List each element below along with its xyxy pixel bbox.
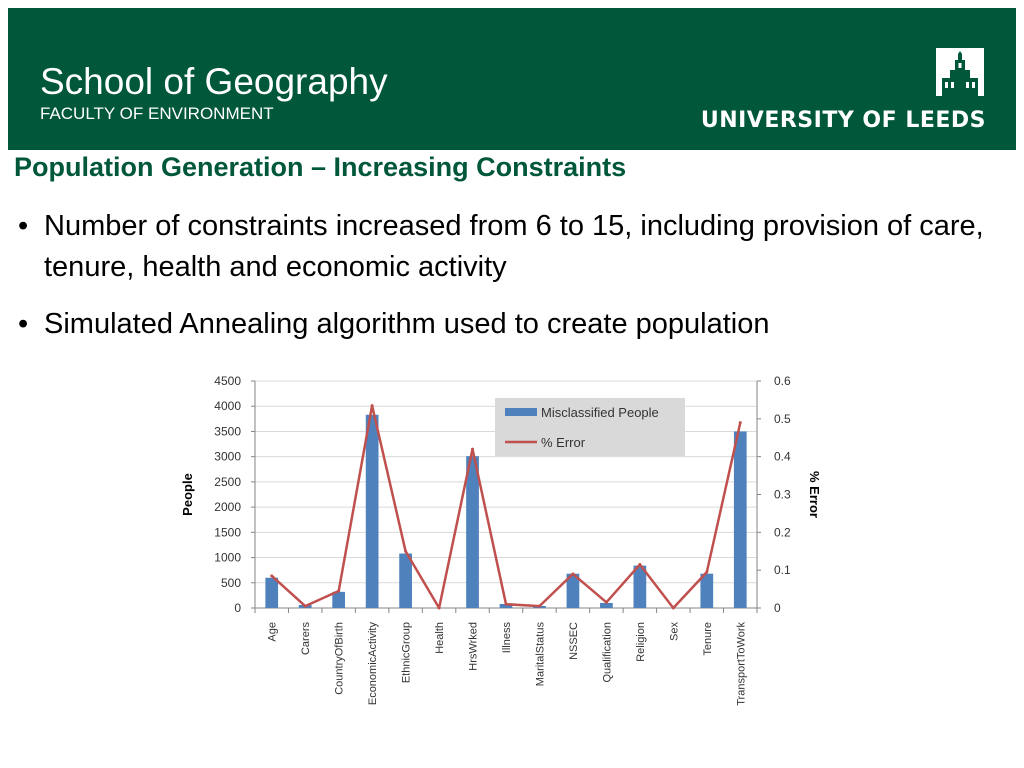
y2-tick-label: 0.5 [774, 411, 791, 426]
line-point [638, 563, 641, 566]
misclassification-chart [170, 362, 840, 762]
y-tick-label: 1000 [214, 550, 241, 565]
x-tick-label: Qualification [601, 622, 614, 683]
bullet-item [18, 206, 1008, 288]
line-point [371, 404, 374, 407]
line-point [672, 607, 675, 610]
y-tick-label: 500 [220, 575, 241, 590]
line-point [438, 607, 441, 610]
x-tick-label: Religion [634, 622, 647, 662]
y-tick-label: 1500 [214, 525, 241, 540]
bar [700, 574, 713, 608]
y2-axis-title: % Error [807, 471, 822, 518]
bullet-text: Simulated Annealing algorithm used to create population [44, 308, 770, 340]
line-point [270, 574, 273, 577]
legend-label: Misclassified People [541, 405, 659, 420]
y-axis-title: People [180, 473, 195, 516]
y-tick-label: 2000 [214, 500, 241, 515]
line-point [538, 605, 541, 608]
x-tick-label: Carers [300, 622, 313, 656]
bullet-item [18, 304, 1008, 345]
line-point [304, 605, 307, 608]
x-tick-label: Age [266, 622, 279, 642]
y-tick-label: 2500 [214, 474, 241, 489]
header-banner [8, 8, 1016, 150]
x-tick-label: Tenure [701, 622, 714, 656]
x-tick-label: MaritalStatus [534, 622, 547, 687]
y2-tick-label: 0.1 [774, 563, 791, 578]
y-tick-label: 3500 [214, 424, 241, 439]
faculty-subtitle: FACULTY OF ENVIRONMENT [40, 104, 274, 123]
y-tick-label: 4500 [214, 374, 241, 388]
legend-label: % Error [541, 435, 586, 450]
y2-tick-label: 0.2 [774, 525, 791, 540]
x-tick-label: HrsWrked [467, 622, 480, 671]
y-tick-label: 3000 [214, 449, 241, 464]
line-point [705, 571, 708, 574]
line-point [571, 572, 574, 575]
line-point [505, 603, 508, 606]
y2-tick-label: 0.3 [774, 487, 791, 502]
y2-tick-label: 0 [774, 601, 781, 615]
line-point [605, 601, 608, 604]
university-crest-icon [936, 48, 984, 104]
x-tick-label: Health [434, 622, 447, 654]
x-tick-label: NSSEC [567, 622, 580, 660]
bar [734, 431, 747, 608]
x-tick-label: CountryOfBirth [333, 622, 346, 695]
y2-tick-label: 0.4 [774, 449, 791, 464]
x-tick-label: EconomicActivity [367, 622, 380, 706]
line-point [739, 421, 742, 424]
line-point [337, 589, 340, 592]
x-tick-label: Illness [501, 622, 513, 654]
school-title: School of Geography [40, 61, 388, 102]
bar [366, 415, 379, 608]
university-name: UNIVERSITY OF LEEDS [700, 108, 986, 133]
x-tick-label: EthnicGroup [400, 622, 413, 684]
y-tick-label: 4000 [214, 399, 241, 414]
x-tick-label: TransportToWork [735, 622, 748, 706]
y-tick-label: 0 [234, 601, 241, 615]
bar [399, 554, 412, 608]
y2-tick-label: 0.6 [774, 374, 791, 388]
bullet-text: Number of constraints increased from 6 to 15, including provision of care, tenure, health and economic activity [44, 210, 984, 283]
legend-bar-swatch [505, 408, 537, 416]
x-tick-label: Sex [668, 622, 681, 641]
line-point [471, 448, 474, 451]
bar [265, 578, 278, 608]
bullet-dot-icon: • [18, 210, 29, 242]
bar [466, 456, 479, 608]
slide-title: Population Generation – Increasing Constraints [14, 152, 627, 182]
bullet-dot-icon: • [18, 308, 29, 340]
line-point [404, 550, 407, 553]
